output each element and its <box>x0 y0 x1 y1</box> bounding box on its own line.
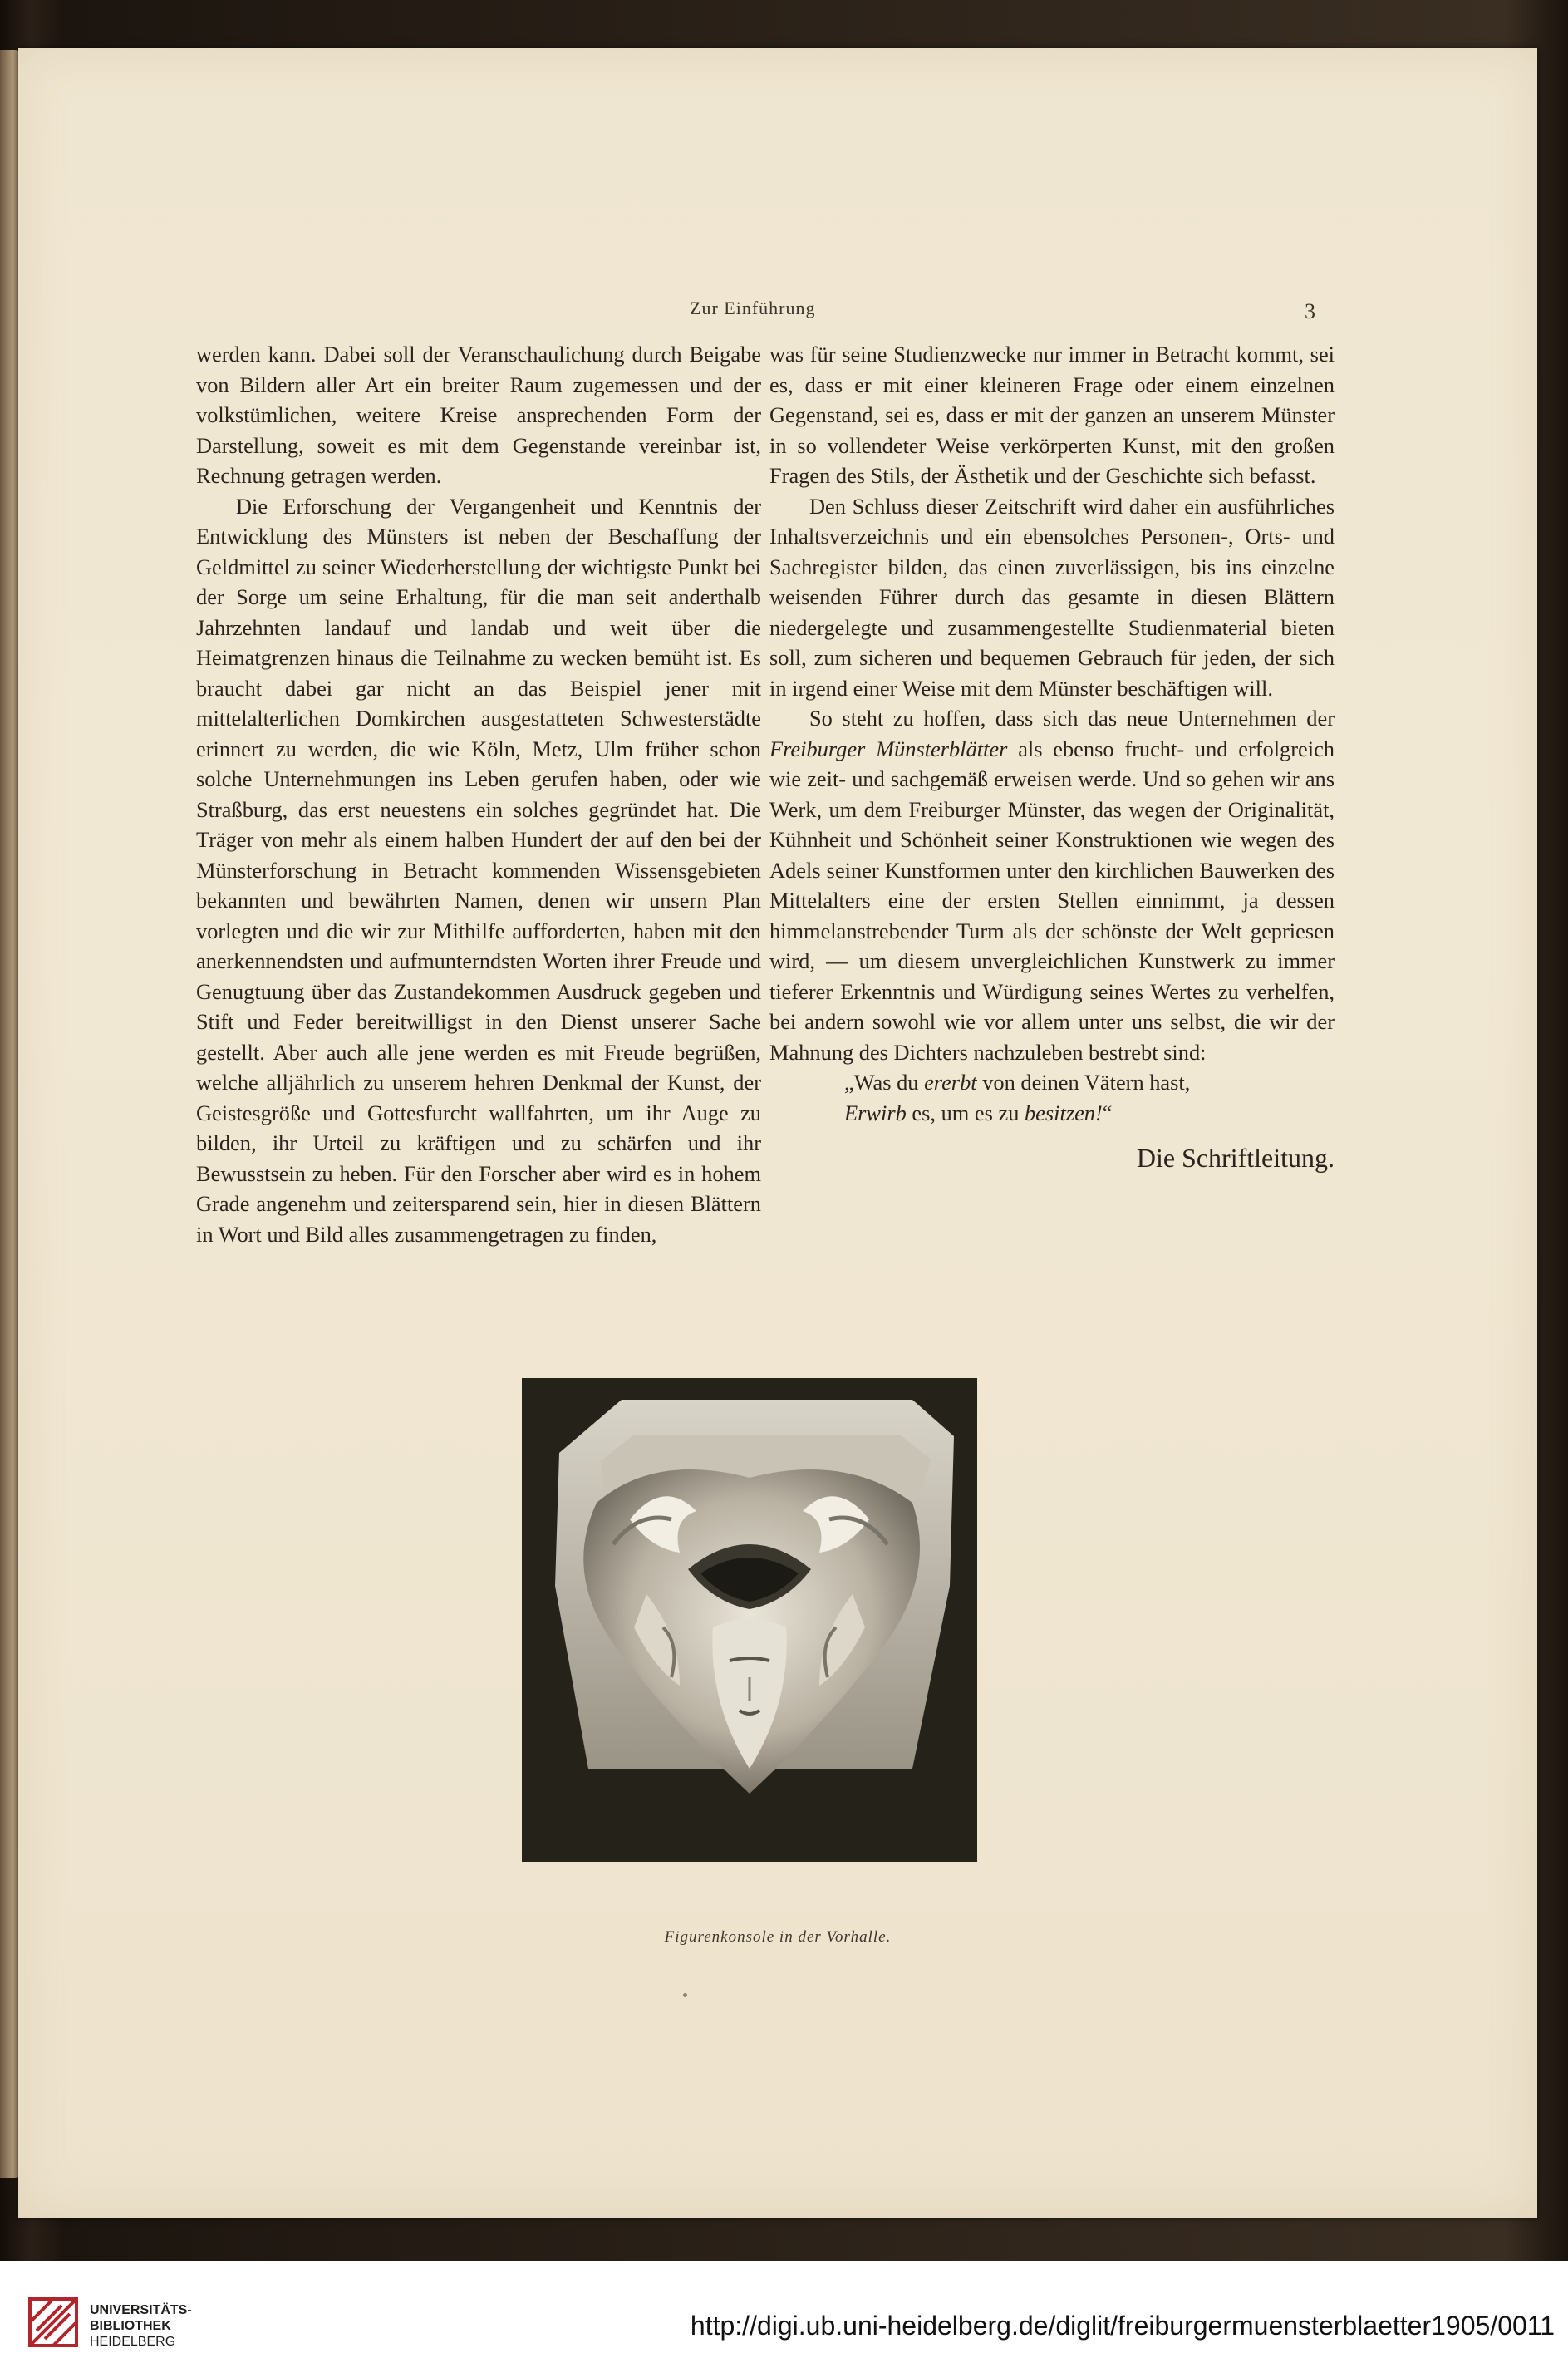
signature: Die Schriftleitung. <box>1136 1143 1335 1173</box>
right-text-column <box>769 339 1335 1178</box>
library-name-line: BIBLIOTHEK <box>90 2319 171 2333</box>
running-title: Zur Einführung <box>690 298 816 318</box>
paragraph: Die Erforschung der Vergangenheit und Kenntnis der Entwicklung des Münsters ist neben der Beschaffung der Geldmittel zu seiner Wiederherstellung der wichtigste Punkt bei der Sorge um seine Erhaltung, für die man seit anderthalb Jahrzehnten landauf und landab und weit über die Heimatgrenzen hinaus die Teilnahme zu wecken bemüht ist. Es braucht dabei gar nicht an das Beispiel jener mit mittelalterlichen Domkirchen ausgestatteten Schwesterstädte erinnert zu werden, die wie Köln, Metz, Ulm früher schon solche Unternehmungen ins Leben gerufen haben, oder wie Straßburg, das erst neuestens ein solches gegründet hat. Die Träger von mehr als einem halben Hundert der auf den bei der Münsterforschung in Betracht kommenden Wissensgebieten bekannten und bewährten Namen, denen wir unsern Plan vorlegten und die wir zur Mithilfe aufforderten, haben mit den anerkennendsten und aufmunterndsten Worten ihrer Freude und Genugtuung über das Zustandekommen Ausdruck gegeben und Stift und Feder bereitwilligst in den Dienst unserer Sache gestellt. Aber auch alle jene werden es mit Freude begrüßen, welche alljährlich zu unserem hehren Denkmal der Kunst, der Geistesgröße und Gottesfurcht wallfahrten, um ihr Auge zu bilden, ihr Urteil zu kräftigen und zu schärfen und ihr Bewusstsein zu heben. Für den Forscher aber wird es in hohem Grade angenehm und zeitersparend sein, hier in diesen Blättern in Wort und Bild alles zusammengetragen zu finden, <box>196 493 761 1247</box>
library-logo-icon[interactable] <box>28 2297 78 2347</box>
book-page <box>18 48 1537 2218</box>
corbel-sculpture-image <box>522 1378 977 1862</box>
paragraph <box>769 703 1335 1067</box>
emphasis: Erwirb <box>844 1100 907 1125</box>
journal-title: Freiburger Münsterblätter <box>769 736 1008 761</box>
verse-line <box>844 1067 1335 1098</box>
text-run: „Was du <box>844 1070 925 1095</box>
paragraph: was für seine Studienzwecke nur immer in Betracht kommt, sei es, dass er mit einer kleineren Frage oder einem einzelnen Gegenstand, sei es, dass er mit der ganzen an unserem Münster in so vollendeter Weise verkörperten Kunst, mit den großen Fragen des Stils, der Ästhetik und der Geschichte sich befasst. <box>769 342 1335 488</box>
permalink-url[interactable]: http://digi.ub.uni-heidelberg.de/diglit/freiburgermuensterblaetter1905/0011 <box>690 2311 1555 2341</box>
verse-line <box>844 1098 1335 1129</box>
text-run: als ebenso frucht- und erfolgreich wie zeit- und sachgemäß erweisen werde. Und so gehen wir ans Werk, um dem Freiburger Münster, das wegen der Originalität, Kühnheit und Schönheit seiner Konstruktionen wie wegen des Adels seiner Kunstformen unter den kirchlichen Bauwerken des Mittelalters eine der ersten Stellen einnimmt, ja dessen himmelanstrebender Turm als der schönste der Welt gepriesen wird, — um diesem unvergleichlichen Kunstwerk zu immer tieferer Erkenntnis und Würdigung seines Wertes zu verhelfen, bei andern sowohl wie vor allem unter uns selbst, die wir der Mahnung des Dichters nachzuleben bestrebt sind: <box>769 736 1335 1065</box>
paragraph: werden kann. Dabei soll der Veranschaulichung durch Beigabe von Bildern aller Art ein breiter Raum zugemessen und der volkstümlichen, weitere Kreise ansprechenden Form der Darstellung, soweit es mit dem Gegenstande vereinbar ist, Rechnung getragen werden. <box>196 342 761 488</box>
library-name-line: HEIDELBERG <box>90 2335 176 2349</box>
paragraph: Den Schluss dieser Zeitschrift wird daher ein ausführliches Inhaltsverzeichnis und ein ebensolches Personen-, Orts- und Sachregister bilden, das einen zuverlässigen, bis ins einzelne weisenden Führer durch das gesamte in diesen Blättern niedergelegte und zusammengestellte Studienmaterial bieten soll, zum sicheren und bequemen Gebrauch für jeden, der sich in irgend einer Weise mit dem Münster beschäftigen will. <box>769 493 1335 701</box>
library-name <box>90 2302 192 2350</box>
library-name-line: UNIVERSITÄTS- <box>90 2303 192 2317</box>
figure-photograph <box>522 1378 977 1862</box>
emphasis: besitzen! <box>1024 1100 1103 1125</box>
text-run: “ <box>1102 1100 1113 1125</box>
emphasis: ererbt <box>924 1070 977 1095</box>
text-run: So steht zu hoffen, dass sich das neue Unternehmen der <box>809 706 1335 731</box>
figure-caption: Figurenkonsole in der Vorhalle. <box>664 1928 892 1946</box>
digitization-footer <box>0 2261 1568 2358</box>
text-run: von deinen Vätern hast, <box>976 1070 1191 1095</box>
text-run: es, um es zu <box>906 1100 1025 1125</box>
verse-quote <box>769 1067 1335 1128</box>
left-text-column <box>196 339 761 1249</box>
page-number: 3 <box>1305 299 1316 323</box>
paper-speck <box>683 1993 687 1997</box>
